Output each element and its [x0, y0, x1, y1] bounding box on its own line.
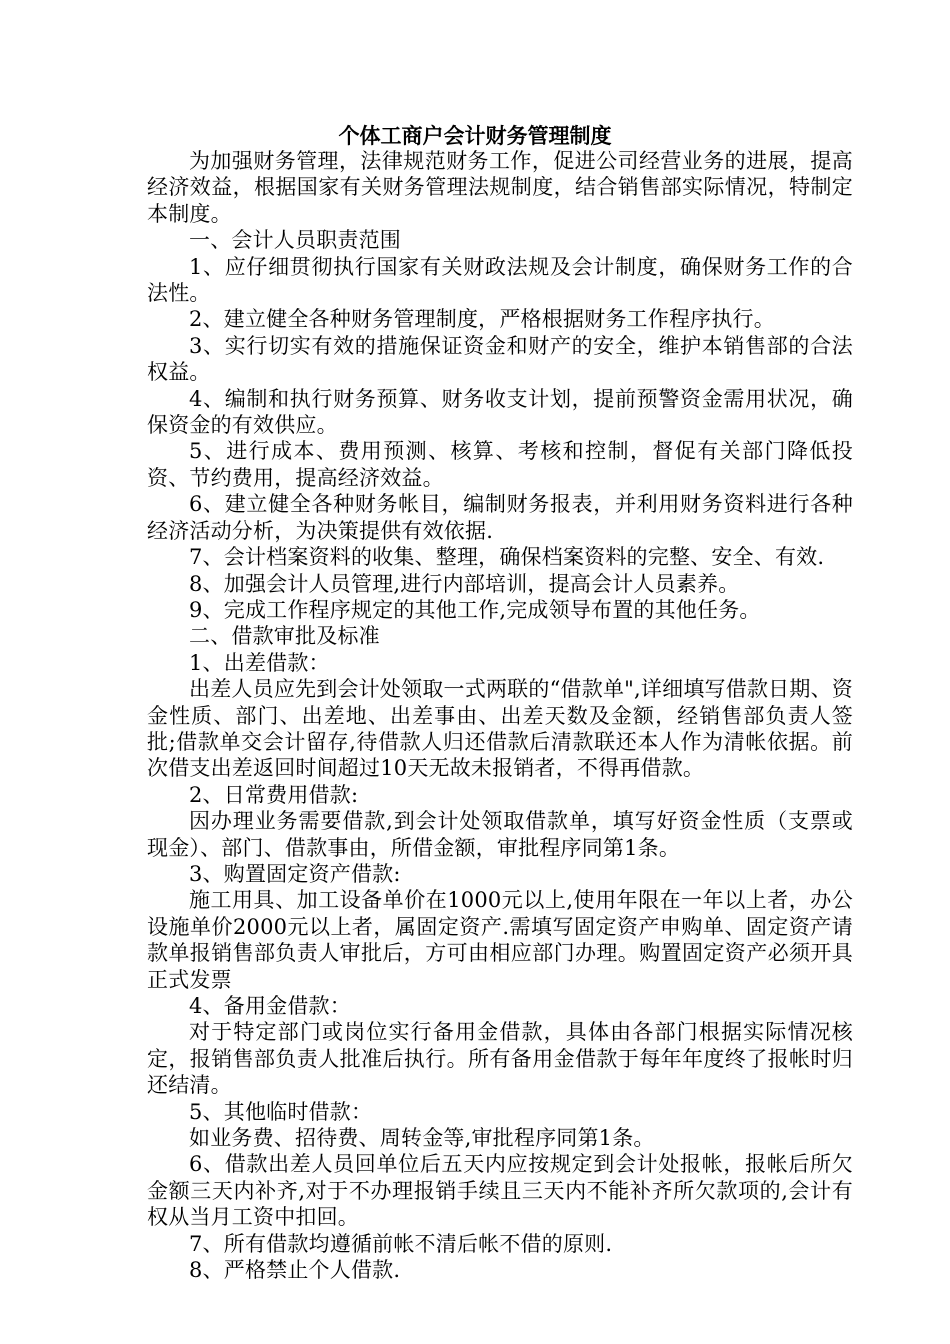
paragraph: 7、所有借款均遵循前帐不清后帐不借的原则. [189, 1231, 613, 1256]
paragraph: 如业务费、招待费、周转金等,审批程序同第1条。 [189, 1126, 655, 1151]
paragraph: 6、建立健全各种财务帐目，编制财务报表，并利用财务资料进行各种经济活动分析，为决策提供有效依据. [147, 492, 853, 543]
paragraph: 1、应仔细贯彻执行国家有关财政法规及会计制度，确保财务工作的合法性。 [147, 254, 853, 306]
paragraph: 4、编制和执行财务预算、财务收支计划，提前预警资金需用状况，确保资金的有效供应。 [147, 386, 853, 438]
subsection-heading: 2、日常费用借款: [189, 782, 359, 807]
paragraph: 7、会计档案资料的收集、整理，确保档案资料的完整、安全、有效. [189, 545, 825, 570]
paragraph: 为加强财务管理，法律规范财务工作，促进公司经营业务的进展，提高经济效益，根据国家有关财务管理法规制度，结合销售部实际情况，特制定本制度。 [147, 149, 853, 226]
subsection-heading: 3、购置固定资产借款: [189, 861, 401, 886]
paragraph: 对于特定部门或岗位实行备用金借款，具体由各部门根据实际情况核定，报销售部负责人批准后执行。所有备用金借款于每年年度终了报帐时归还结清。 [147, 1020, 853, 1098]
paragraph: 5、进行成本、费用预测、核算、考核和控制，督促有关部门降低投资、节约费用，提高经济效益。 [147, 439, 853, 490]
paragraph: 2、建立健全各种财务管理制度，严格根据财务工作程序执行。 [189, 307, 775, 332]
paragraph: 8、严格禁止个人借款. [189, 1258, 401, 1283]
paragraph: 因办理业务需要借款,到会计处领取借款单，填写好资金性质（支票或现金）、部门、借款事由，所借金额，审批程序同第1条。 [147, 809, 853, 860]
subsection-heading: 1、出差借款： [189, 650, 330, 675]
section-heading: 一、会计人员职责范围 [189, 228, 401, 253]
document-body [147, 148, 853, 1283]
subsection-heading: 5、其他临时借款： [189, 1099, 373, 1124]
paragraph: 6、借款出差人员回单位后五天内应按规定到会计处报帐，报帐后所欠金额三天内补齐,对于不办理报销手续且三天内不能补齐所欠款项的,会计有权从当月工资中扣回。 [147, 1152, 853, 1230]
subsection-heading: 4、备用金借款： [189, 994, 351, 1018]
paragraph: 施工用具、加工设备单价在1000元以上,使用年限在一年以上者，办公设施单价2000元以上者，属固定资产.需填写固定资产申购单、固定资产请款单报销售部负责人审批后，方可由相应部门办理。购置固定资产必须开具正式发票 [147, 888, 853, 992]
paragraph: 9、完成工作程序规定的其他工作,完成领导布置的其他任务。 [189, 597, 761, 622]
paragraph: 3、实行切实有效的措施保证资金和财产的安全，维护本销售部的合法权益。 [147, 333, 853, 385]
document-title: 个体工商户会计财务管理制度 [338, 123, 612, 148]
paragraph: 出差人员应先到会计处领取一式两联的“借款单",详细填写借款日期、资金性质、部门、出差地、出差事由、出差天数及金额，经销售部负责人签批;借款单交会计留存,待借款人归还借款后清款联还本人作为清帐依据。前次借支出差返回时间超过10天无故未报销者，不得再借款。 [147, 677, 853, 781]
paragraph: 8、加强会计人员管理,进行内部培训，提高会计人员素养。 [189, 571, 740, 596]
section-heading: 二、借款审批及标准 [189, 624, 380, 649]
